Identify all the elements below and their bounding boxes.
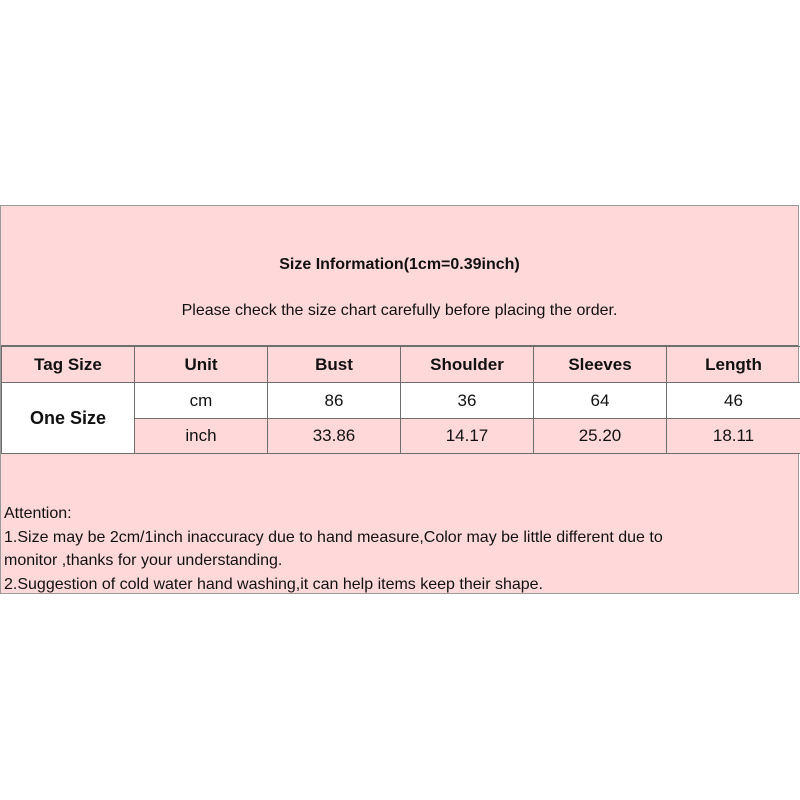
size-chart-card bbox=[0, 205, 799, 594]
header-unit: Unit bbox=[135, 347, 268, 383]
header-shoulder: Shoulder bbox=[401, 347, 534, 383]
size-chart-subtitle: Please check the size chart carefully before placing the order. bbox=[181, 302, 618, 319]
shoulder-cell: 36 bbox=[401, 383, 534, 419]
header-length: Length bbox=[667, 347, 800, 383]
attention-line: 1.Size may be 2cm/1inch inaccuracy due to hand measure,Color may be little different due to bbox=[4, 528, 663, 546]
table-header-row bbox=[2, 347, 800, 383]
size-chart-header bbox=[1, 206, 798, 346]
attention-heading: Attention: bbox=[4, 505, 72, 522]
header-tag-size: Tag Size bbox=[2, 347, 135, 383]
header-sleeves: Sleeves bbox=[534, 347, 667, 383]
attention-line: monitor ,thanks for your understanding. bbox=[4, 552, 283, 569]
unit-cell: cm bbox=[135, 383, 268, 419]
bust-cell: 33.86 bbox=[268, 419, 401, 454]
header-bust: Bust bbox=[268, 347, 401, 383]
table-row bbox=[2, 383, 800, 419]
shoulder-cell: 14.17 bbox=[401, 419, 534, 454]
size-chart-title: Size Information(1cm=0.39inch) bbox=[279, 256, 520, 273]
sleeves-cell: 64 bbox=[534, 383, 667, 419]
length-cell: 46 bbox=[667, 383, 800, 419]
attention-notes bbox=[4, 502, 794, 596]
length-cell: 18.11 bbox=[667, 419, 800, 454]
unit-cell: inch bbox=[135, 419, 268, 454]
sleeves-cell: 25.20 bbox=[534, 419, 667, 454]
size-table bbox=[1, 346, 800, 454]
tag-size-cell: One Size bbox=[2, 383, 135, 454]
bust-cell: 86 bbox=[268, 383, 401, 419]
attention-line: 2.Suggestion of cold water hand washing,it can help items keep their shape. bbox=[4, 575, 543, 593]
